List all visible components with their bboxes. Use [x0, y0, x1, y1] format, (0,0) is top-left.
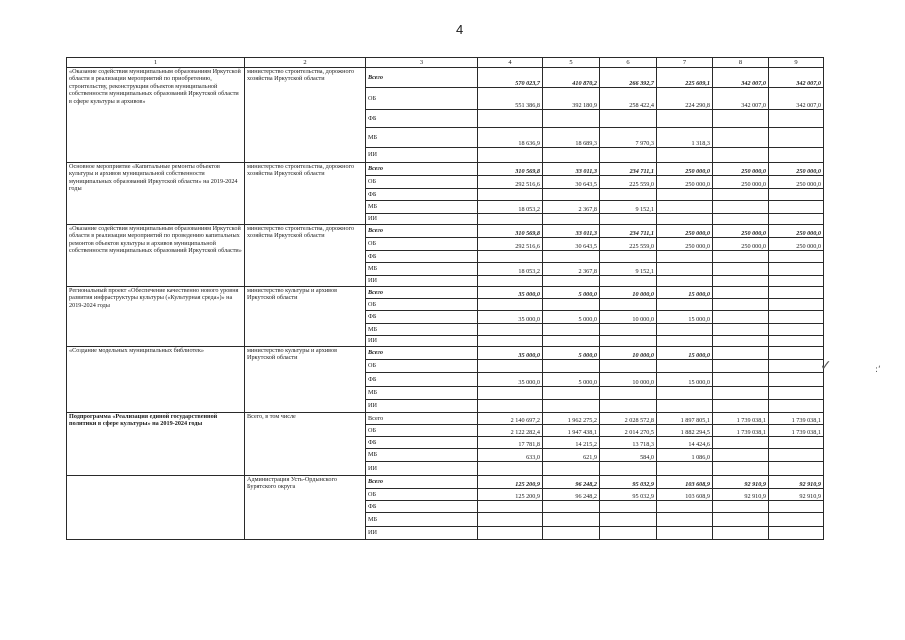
amount-cell — [543, 387, 600, 400]
amount-cell: 33 011,3 — [543, 225, 600, 238]
amount-cell: 2 367,8 — [543, 201, 600, 214]
amount-cell: 9 152,1 — [600, 201, 657, 214]
header-cell-5: 5 — [543, 58, 600, 68]
amount-cell: 1 318,3 — [657, 128, 713, 148]
funding-source-cell: ОБ — [366, 176, 478, 189]
funding-source-cell: ФБ — [366, 251, 478, 263]
amount-cell — [713, 437, 769, 449]
amount-cell — [769, 276, 824, 287]
funding-source-cell: ИИ — [366, 400, 478, 413]
amount-cell: 35 000,0 — [478, 287, 543, 299]
amount-cell — [543, 189, 600, 201]
amount-cell: 5 000,0 — [543, 311, 600, 324]
amount-cell — [600, 387, 657, 400]
amount-cell — [478, 251, 543, 263]
amount-cell: 1 086,0 — [657, 449, 713, 462]
amount-cell: 250 000,0 — [769, 176, 824, 189]
amount-cell: 125 200,9 — [478, 476, 543, 489]
table-row — [67, 476, 824, 489]
amount-cell: 250 000,0 — [713, 225, 769, 238]
amount-cell — [543, 214, 600, 225]
amount-cell: 10 000,0 — [600, 311, 657, 324]
amount-cell — [657, 148, 713, 163]
header-cell-8: 8 — [713, 58, 769, 68]
amount-cell — [657, 263, 713, 276]
amount-cell — [478, 299, 543, 311]
amount-cell — [769, 201, 824, 214]
amount-cell: 392 180,9 — [543, 88, 600, 110]
executor-cell: Всего, в том числе — [245, 413, 366, 476]
amount-cell: 15 000,0 — [657, 373, 713, 387]
amount-cell — [478, 400, 543, 413]
amount-cell — [769, 347, 824, 360]
amount-cell: 30 643,5 — [543, 238, 600, 251]
funding-source-cell: ОБ — [366, 238, 478, 251]
amount-cell — [478, 387, 543, 400]
amount-cell: 14 215,2 — [543, 437, 600, 449]
amount-cell — [713, 311, 769, 324]
amount-cell: 250 000,0 — [769, 238, 824, 251]
amount-cell: 342 007,0 — [713, 68, 769, 88]
funding-source-cell: ОБ — [366, 489, 478, 501]
amount-cell — [769, 449, 824, 462]
amount-cell: 2 367,8 — [543, 263, 600, 276]
activity-name-cell: «Оказание содействия муниципальным образованиям Иркутской области в реализации мероприятий по проведению капитальных ремонтов объектов культуры и архивов муниципальной собственности муниципальных образований Иркутской области» — [67, 225, 245, 287]
amount-cell — [657, 513, 713, 527]
amount-cell — [478, 513, 543, 527]
funding-source-cell: ОБ — [366, 360, 478, 373]
amount-cell — [769, 287, 824, 299]
amount-cell: 234 711,1 — [600, 225, 657, 238]
amount-cell: 17 781,8 — [478, 437, 543, 449]
amount-cell: 2 014 270,5 — [600, 425, 657, 437]
funding-source-cell: ФБ — [366, 189, 478, 201]
amount-cell — [769, 336, 824, 347]
amount-cell — [713, 148, 769, 163]
amount-cell: 225 559,0 — [600, 238, 657, 251]
amount-cell — [657, 276, 713, 287]
amount-cell — [543, 148, 600, 163]
amount-cell — [657, 189, 713, 201]
amount-cell: 5 000,0 — [543, 287, 600, 299]
table-row — [67, 225, 824, 238]
amount-cell: 35 000,0 — [478, 347, 543, 360]
page-number: 4 — [456, 22, 464, 37]
funding-source-cell: ФБ — [366, 373, 478, 387]
amount-cell — [713, 324, 769, 336]
amount-cell — [769, 437, 824, 449]
table-row — [67, 287, 824, 299]
amount-cell: 96 248,2 — [543, 489, 600, 501]
amount-cell: 266 392,7 — [600, 68, 657, 88]
amount-cell: 14 424,6 — [657, 437, 713, 449]
amount-cell — [769, 513, 824, 527]
activity-name-cell — [67, 476, 245, 540]
table-row — [67, 163, 824, 176]
amount-cell: 7 970,3 — [600, 128, 657, 148]
activity-name-cell: Основное мероприятие «Капитальные ремонты объектов культуры и архивов муниципальной собственности муниципальных образований Иркутской области» на 2019-2024 годы — [67, 163, 245, 225]
amount-cell: 250 000,0 — [713, 163, 769, 176]
amount-cell — [713, 189, 769, 201]
amount-cell: 250 000,0 — [713, 176, 769, 189]
amount-cell — [600, 110, 657, 128]
table-header-row — [67, 58, 824, 68]
amount-cell: 250 000,0 — [657, 176, 713, 189]
amount-cell — [478, 324, 543, 336]
amount-cell: 342 007,0 — [713, 88, 769, 110]
amount-cell — [713, 128, 769, 148]
amount-cell — [600, 527, 657, 540]
amount-cell — [478, 501, 543, 513]
amount-cell — [713, 360, 769, 373]
funding-source-cell: МБ — [366, 513, 478, 527]
amount-cell — [769, 324, 824, 336]
amount-cell — [478, 527, 543, 540]
amount-cell — [600, 214, 657, 225]
amount-cell — [769, 527, 824, 540]
amount-cell — [769, 214, 824, 225]
amount-cell: 250 000,0 — [657, 238, 713, 251]
funding-source-cell: ОБ — [366, 425, 478, 437]
amount-cell: 33 011,3 — [543, 163, 600, 176]
amount-cell: 95 032,9 — [600, 476, 657, 489]
executor-cell: министерство строительства, дорожного хозяйства Иркутской области — [245, 68, 366, 163]
amount-cell — [600, 462, 657, 476]
funding-source-cell: Всего — [366, 347, 478, 360]
amount-cell: 225 559,0 — [600, 176, 657, 189]
funding-source-cell: ОБ — [366, 299, 478, 311]
funding-source-cell: Всего — [366, 163, 478, 176]
amount-cell — [657, 462, 713, 476]
amount-cell — [769, 400, 824, 413]
funding-source-cell: ФБ — [366, 501, 478, 513]
activity-name-cell: Региональный проект «Обеспечение качественно нового уровня развития инфраструктуры культуры («Культурная среда»)» на 2019-2024 годы — [67, 287, 245, 347]
amount-cell — [543, 251, 600, 263]
amount-cell: 92 910,9 — [713, 476, 769, 489]
amount-cell — [543, 324, 600, 336]
table-row — [67, 347, 824, 360]
amount-cell: 342 007,0 — [769, 88, 824, 110]
funding-source-cell: ФБ — [366, 110, 478, 128]
amount-cell: 225 609,1 — [657, 68, 713, 88]
funding-source-cell: МБ — [366, 201, 478, 214]
amount-cell: 621,9 — [543, 449, 600, 462]
amount-cell: 1 739 038,1 — [769, 413, 824, 425]
amount-cell: 2 028 572,8 — [600, 413, 657, 425]
amount-cell: 15 000,0 — [657, 287, 713, 299]
amount-cell: 250 000,0 — [769, 163, 824, 176]
funding-source-cell: МБ — [366, 324, 478, 336]
amount-cell: 410 870,2 — [543, 68, 600, 88]
amount-cell — [543, 336, 600, 347]
funding-source-cell: Всего — [366, 287, 478, 299]
amount-cell — [657, 251, 713, 263]
executor-cell: Администрация Усть-Ордынского Бурятского округа — [245, 476, 366, 540]
amount-cell: 30 643,5 — [543, 176, 600, 189]
amount-cell — [769, 360, 824, 373]
amount-cell — [769, 501, 824, 513]
amount-cell — [600, 513, 657, 527]
amount-cell: 1 882 294,5 — [657, 425, 713, 437]
amount-cell — [713, 336, 769, 347]
amount-cell: 224 290,8 — [657, 88, 713, 110]
amount-cell — [657, 501, 713, 513]
amount-cell: 310 569,8 — [478, 225, 543, 238]
amount-cell: 125 200,9 — [478, 489, 543, 501]
amount-cell — [657, 214, 713, 225]
amount-cell: 35 000,0 — [478, 311, 543, 324]
amount-cell: 584,0 — [600, 449, 657, 462]
amount-cell: 9 152,1 — [600, 263, 657, 276]
amount-cell — [478, 276, 543, 287]
amount-cell — [769, 251, 824, 263]
funding-source-cell: МБ — [366, 387, 478, 400]
amount-cell — [769, 311, 824, 324]
amount-cell — [478, 148, 543, 163]
amount-cell — [478, 110, 543, 128]
amount-cell: 13 718,3 — [600, 437, 657, 449]
header-cell-7: 7 — [657, 58, 713, 68]
header-cell-6: 6 — [600, 58, 657, 68]
activity-name-cell: «Создание модельных муниципальных библиотек» — [67, 347, 245, 413]
executor-cell: министерство строительства, дорожного хозяйства Иркутской области — [245, 163, 366, 225]
header-cell-2: 2 — [245, 58, 366, 68]
amount-cell: 258 422,4 — [600, 88, 657, 110]
amount-cell: 342 007,0 — [769, 68, 824, 88]
amount-cell — [713, 513, 769, 527]
amount-cell — [769, 462, 824, 476]
amount-cell — [713, 251, 769, 263]
amount-cell — [713, 400, 769, 413]
amount-cell — [478, 214, 543, 225]
amount-cell: 1 897 805,1 — [657, 413, 713, 425]
amount-cell — [713, 201, 769, 214]
amount-cell: 250 000,0 — [657, 225, 713, 238]
amount-cell — [769, 189, 824, 201]
amount-cell — [478, 360, 543, 373]
amount-cell — [600, 251, 657, 263]
funding-source-cell: Всего — [366, 476, 478, 489]
table-row — [67, 413, 824, 425]
budget-table — [66, 57, 824, 540]
activity-name-cell: «Оказание содействия муниципальным образованиям Иркутской области в реализации мероприятий по приобретению, строительству, реконструкции объектов муниципальной собственности муниципальных образований Иркутской области в сфере культуры и архивов» — [67, 68, 245, 163]
amount-cell — [600, 501, 657, 513]
amount-cell: 1 739 038,1 — [713, 425, 769, 437]
amount-cell: 103 608,9 — [657, 476, 713, 489]
executor-cell: министерство культуры и архивов Иркутской области — [245, 347, 366, 413]
amount-cell — [600, 324, 657, 336]
amount-cell — [543, 360, 600, 373]
amount-cell — [713, 276, 769, 287]
amount-cell — [600, 189, 657, 201]
amount-cell — [713, 387, 769, 400]
margin-mark: :‘ — [875, 365, 881, 375]
amount-cell — [769, 387, 824, 400]
amount-cell: 96 248,2 — [543, 476, 600, 489]
amount-cell: 250 000,0 — [769, 225, 824, 238]
amount-cell — [543, 299, 600, 311]
amount-cell: 92 910,9 — [769, 476, 824, 489]
amount-cell — [769, 263, 824, 276]
amount-cell: 15 000,0 — [657, 311, 713, 324]
amount-cell — [600, 276, 657, 287]
amount-cell: 103 608,9 — [657, 489, 713, 501]
funding-source-cell: ОБ — [366, 88, 478, 110]
amount-cell — [543, 110, 600, 128]
amount-cell: 18 689,3 — [543, 128, 600, 148]
funding-source-cell: ИИ — [366, 214, 478, 225]
amount-cell: 18 636,9 — [478, 128, 543, 148]
pen-checkmark: ✓ — [820, 358, 832, 374]
funding-source-cell: ИИ — [366, 148, 478, 163]
amount-cell — [543, 513, 600, 527]
funding-source-cell: Всего — [366, 413, 478, 425]
amount-cell — [769, 128, 824, 148]
funding-source-cell: Всего — [366, 68, 478, 88]
amount-cell: 250 000,0 — [713, 238, 769, 251]
amount-cell — [600, 336, 657, 347]
amount-cell: 292 516,6 — [478, 176, 543, 189]
amount-cell — [543, 276, 600, 287]
amount-cell — [600, 148, 657, 163]
funding-source-cell: ИИ — [366, 527, 478, 540]
amount-cell — [713, 527, 769, 540]
amount-cell: 250 000,0 — [657, 163, 713, 176]
amount-cell: 18 053,2 — [478, 263, 543, 276]
amount-cell — [657, 387, 713, 400]
amount-cell — [543, 527, 600, 540]
amount-cell — [478, 336, 543, 347]
amount-cell — [657, 299, 713, 311]
amount-cell: 2 122 282,4 — [478, 425, 543, 437]
amount-cell — [713, 449, 769, 462]
amount-cell — [543, 462, 600, 476]
amount-cell: 35 000,0 — [478, 373, 543, 387]
amount-cell — [769, 299, 824, 311]
amount-cell: 570 023,7 — [478, 68, 543, 88]
amount-cell — [713, 373, 769, 387]
header-cell-1: 1 — [67, 58, 245, 68]
amount-cell — [657, 324, 713, 336]
amount-cell: 633,0 — [478, 449, 543, 462]
amount-cell: 310 569,8 — [478, 163, 543, 176]
amount-cell: 551 386,8 — [478, 88, 543, 110]
amount-cell — [657, 336, 713, 347]
amount-cell — [713, 263, 769, 276]
amount-cell — [769, 373, 824, 387]
amount-cell — [657, 400, 713, 413]
executor-cell: министерство строительства, дорожного хозяйства Иркутской области — [245, 225, 366, 287]
header-cell-9: 9 — [769, 58, 824, 68]
amount-cell — [600, 400, 657, 413]
amount-cell: 18 053,2 — [478, 201, 543, 214]
amount-cell — [713, 287, 769, 299]
amount-cell — [600, 360, 657, 373]
amount-cell: 95 032,9 — [600, 489, 657, 501]
funding-source-cell: ИИ — [366, 462, 478, 476]
amount-cell: 234 711,1 — [600, 163, 657, 176]
amount-cell — [769, 148, 824, 163]
amount-cell — [657, 360, 713, 373]
amount-cell: 5 000,0 — [543, 373, 600, 387]
amount-cell — [769, 110, 824, 128]
amount-cell — [713, 347, 769, 360]
amount-cell: 10 000,0 — [600, 347, 657, 360]
amount-cell: 2 140 697,2 — [478, 413, 543, 425]
amount-cell — [657, 201, 713, 214]
amount-cell — [600, 299, 657, 311]
amount-cell — [713, 299, 769, 311]
amount-cell: 92 910,9 — [713, 489, 769, 501]
amount-cell — [543, 400, 600, 413]
activity-name-cell: Подпрограмма «Реализация единой государственной политики в сфере культуры» на 2019-2024 годы — [67, 413, 245, 476]
amount-cell: 5 000,0 — [543, 347, 600, 360]
amount-cell: 1 947 438,1 — [543, 425, 600, 437]
amount-cell: 92 910,9 — [769, 489, 824, 501]
amount-cell: 292 516,6 — [478, 238, 543, 251]
amount-cell — [713, 110, 769, 128]
amount-cell — [543, 501, 600, 513]
amount-cell — [713, 214, 769, 225]
funding-source-cell: МБ — [366, 128, 478, 148]
amount-cell — [657, 110, 713, 128]
amount-cell: 1 739 038,1 — [769, 425, 824, 437]
funding-source-cell: ИИ — [366, 276, 478, 287]
funding-source-cell: Всего — [366, 225, 478, 238]
amount-cell — [713, 462, 769, 476]
funding-source-cell: ФБ — [366, 437, 478, 449]
amount-cell — [713, 501, 769, 513]
funding-source-cell: ИИ — [366, 336, 478, 347]
funding-source-cell: МБ — [366, 263, 478, 276]
amount-cell — [657, 527, 713, 540]
amount-cell: 1 962 275,2 — [543, 413, 600, 425]
header-cell-3: 3 — [366, 58, 478, 68]
executor-cell: министерство культуры и архивов Иркутской области — [245, 287, 366, 347]
amount-cell — [478, 189, 543, 201]
funding-source-cell: ФБ — [366, 311, 478, 324]
amount-cell: 10 000,0 — [600, 373, 657, 387]
amount-cell — [478, 462, 543, 476]
funding-source-cell: МБ — [366, 449, 478, 462]
table-row — [67, 68, 824, 88]
header-cell-4: 4 — [478, 58, 543, 68]
amount-cell: 15 000,0 — [657, 347, 713, 360]
amount-cell: 1 739 038,1 — [713, 413, 769, 425]
amount-cell: 10 000,0 — [600, 287, 657, 299]
